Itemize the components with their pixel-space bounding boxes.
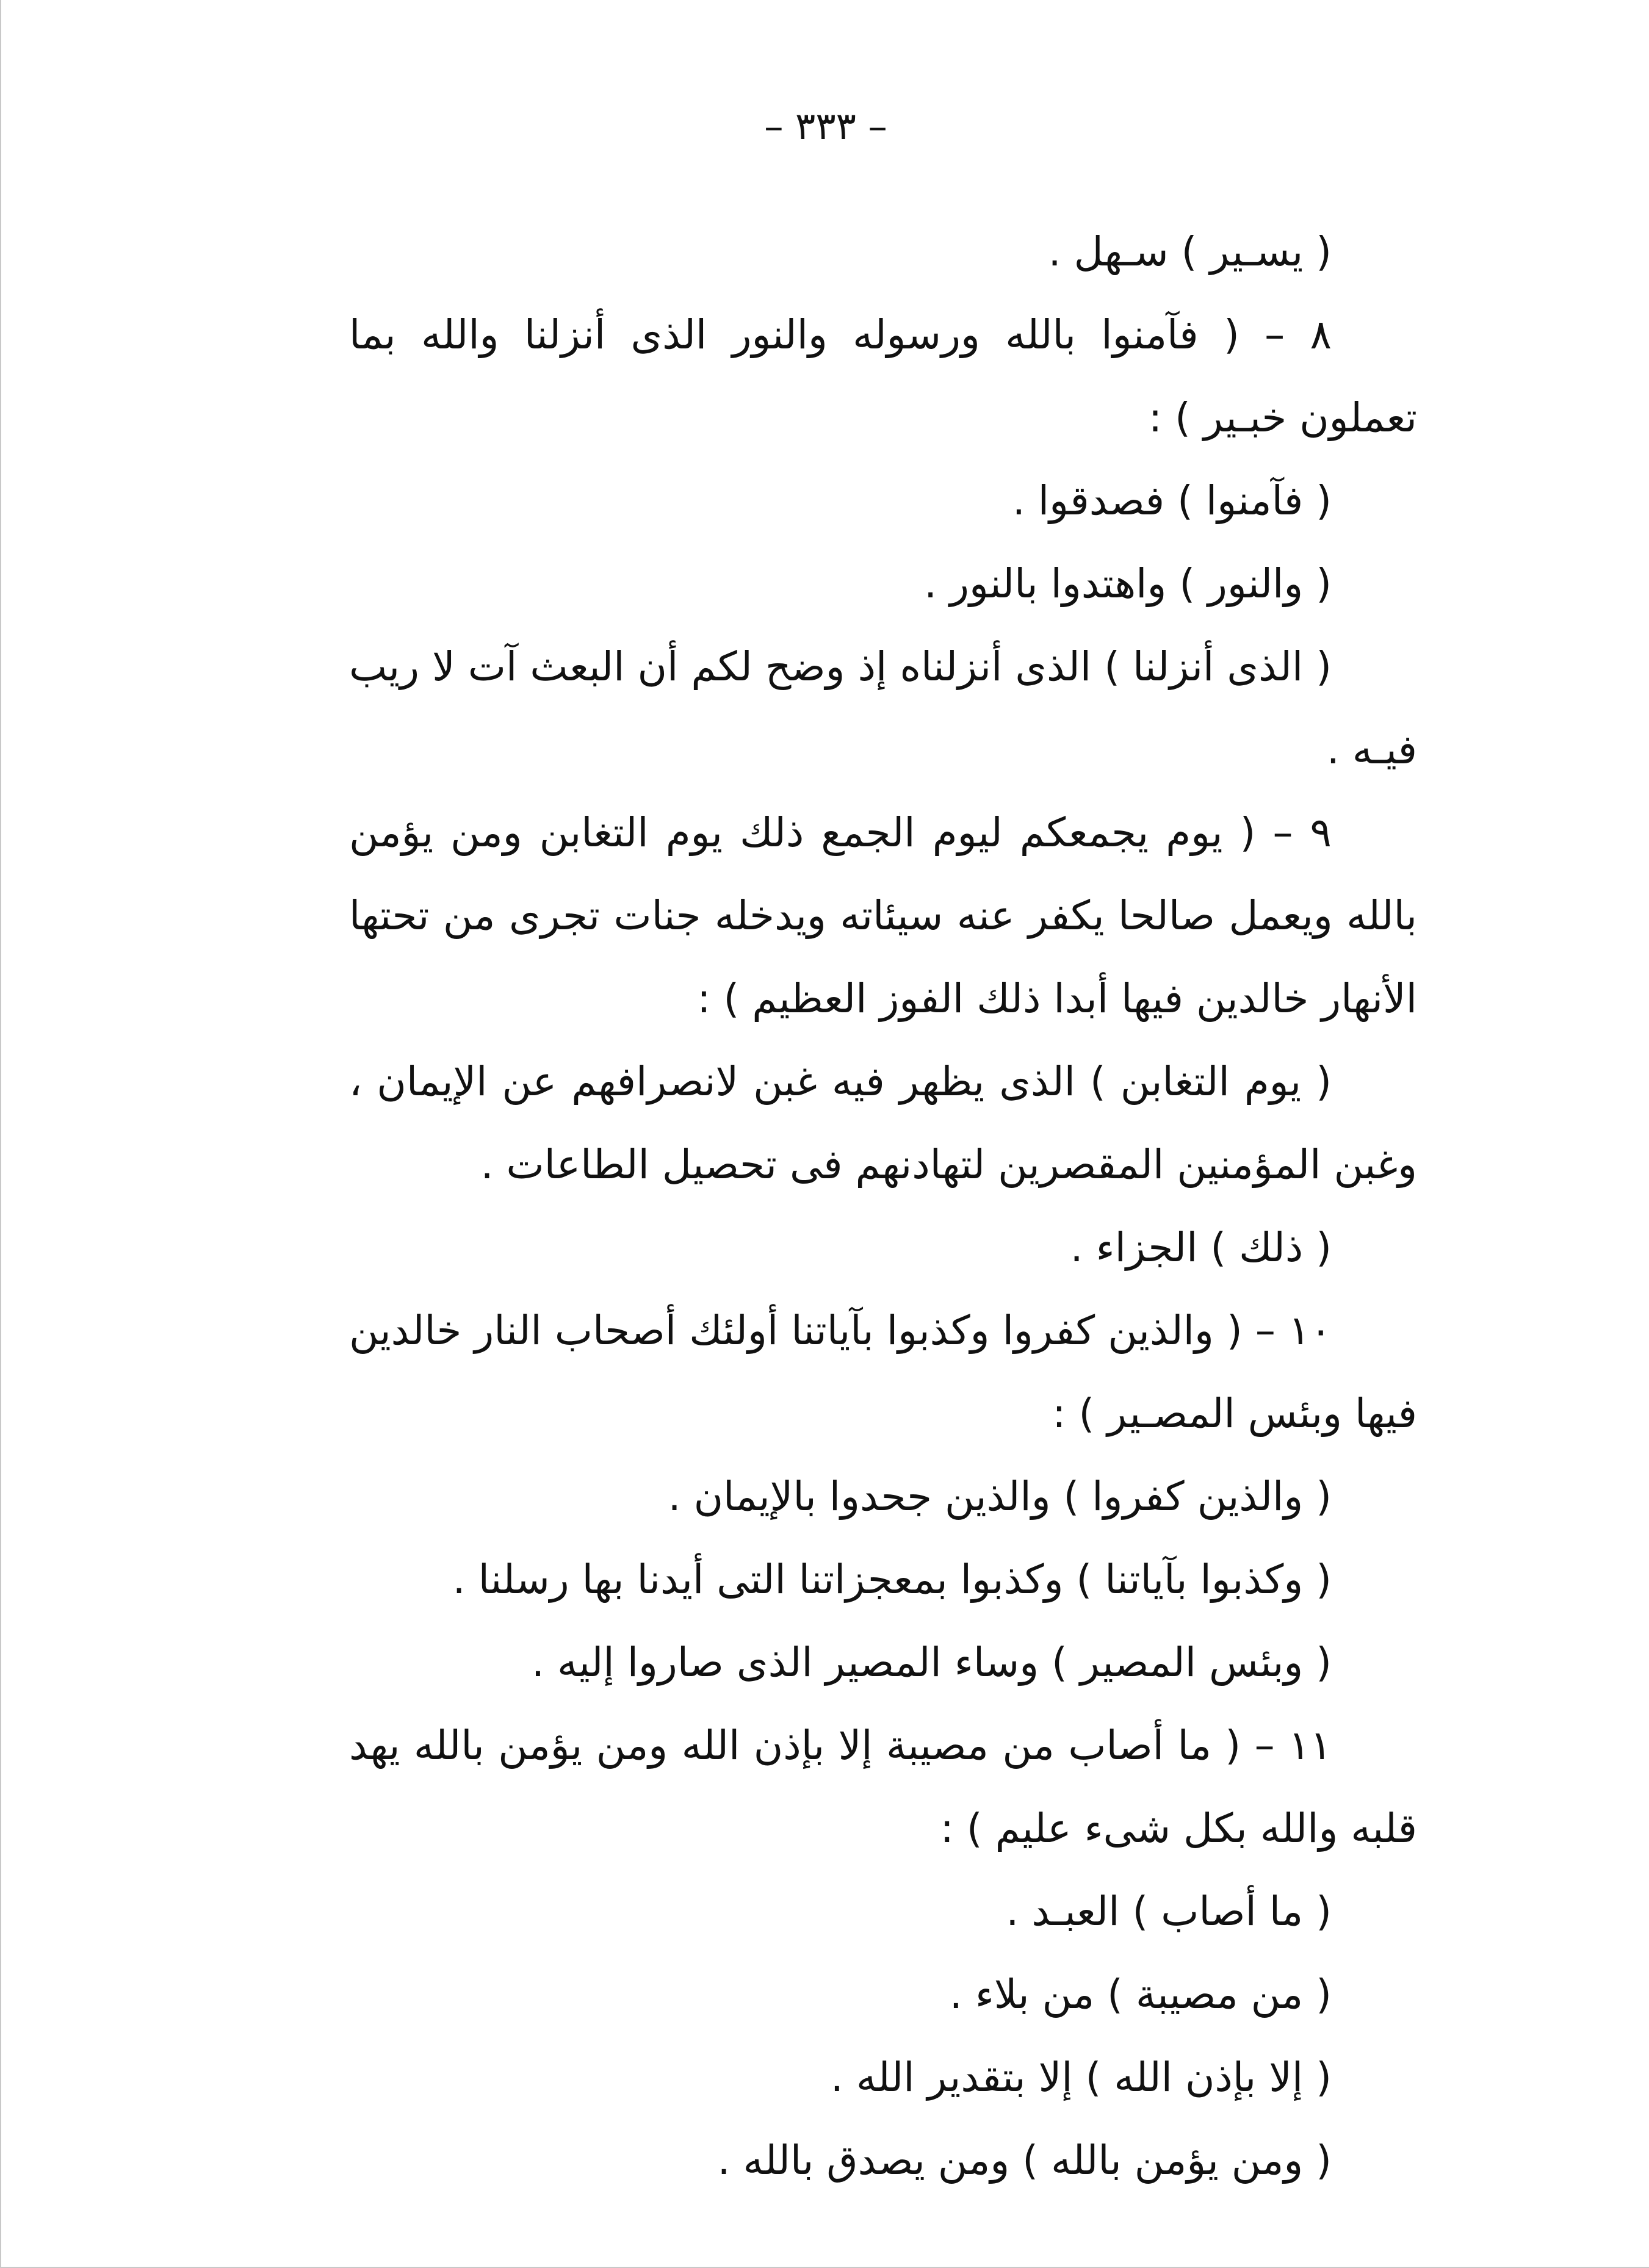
verse-paragraph: ١٠ – ( والذين كفروا وكذبوا بآياتنا أولئك أصحاب النار خالدين فيها وبئس المصـير ) :	[349, 1307, 1417, 1437]
gloss-paragraph: ( يوم التغابن ) الذى يظهر فيه غبن لانصرافهم عن الإيمان ، وغبن المؤمنين المقصرين لتهادنهم فى تحصيل الطاعات .	[349, 1058, 1417, 1188]
page-body	[349, 211, 1417, 2202]
gloss-line: ( والذين كفروا ) والذين جحدوا بالإيمان .	[668, 1473, 1332, 1520]
gloss-line: ( فآمنوا ) فصدقوا .	[1012, 477, 1332, 524]
gloss-line: ( والنور ) واهتدوا بالنور .	[924, 560, 1332, 607]
verse-paragraph: ١١ – ( ما أصاب من مصيبة إلا بإذن الله ومن يؤمن بالله يهد قلبه والله بكل شىء عليم ) :	[349, 1722, 1417, 1852]
page-number: – ٣٣٣ –	[764, 104, 887, 148]
gloss-line: ( من مصيبة ) من بلاء .	[949, 1971, 1332, 2018]
gloss-line: ( إلا بإذن الله ) إلا بتقدير الله .	[830, 2054, 1332, 2101]
gloss-line: ( ما أصاب ) العبـد .	[1006, 1888, 1332, 1935]
verse-paragraph: ٨ – ( فآمنوا بالله ورسوله والنور الذى أنزلنا والله بما تعملون خبـير ) :	[349, 311, 1417, 441]
gloss-line: ( وبئس المصير ) وساء المصير الذى صاروا إليه .	[532, 1639, 1332, 1686]
gloss-paragraph: ( الذى أنزلنا ) الذى أنزلناه إذ وضح لكم أن البعث آت لا ريب فيـه .	[349, 643, 1417, 773]
gloss-line: ( ومن يؤمن بالله ) ومن يصدق بالله .	[717, 2137, 1332, 2184]
gloss-line: ( يسـير ) سـهل .	[1048, 228, 1332, 275]
gloss-line: ( وكذبوا بآياتنا ) وكذبوا بمعجزاتنا التى أيدنا بها رسلنا .	[452, 1556, 1332, 1603]
verse-paragraph: ٩ – ( يوم يجمعكم ليوم الجمع ذلك يوم التغابن ومن يؤمن بالله ويعمل صالحا يكفر عنه سيئاته ويدخله جنات تجرى من تحتها الأنهار خالدين فيها أبدا ذلك الفوز العظيم ) :	[349, 809, 1417, 1022]
gloss-line: ( ذلك ) الجزاء .	[1070, 1224, 1332, 1271]
